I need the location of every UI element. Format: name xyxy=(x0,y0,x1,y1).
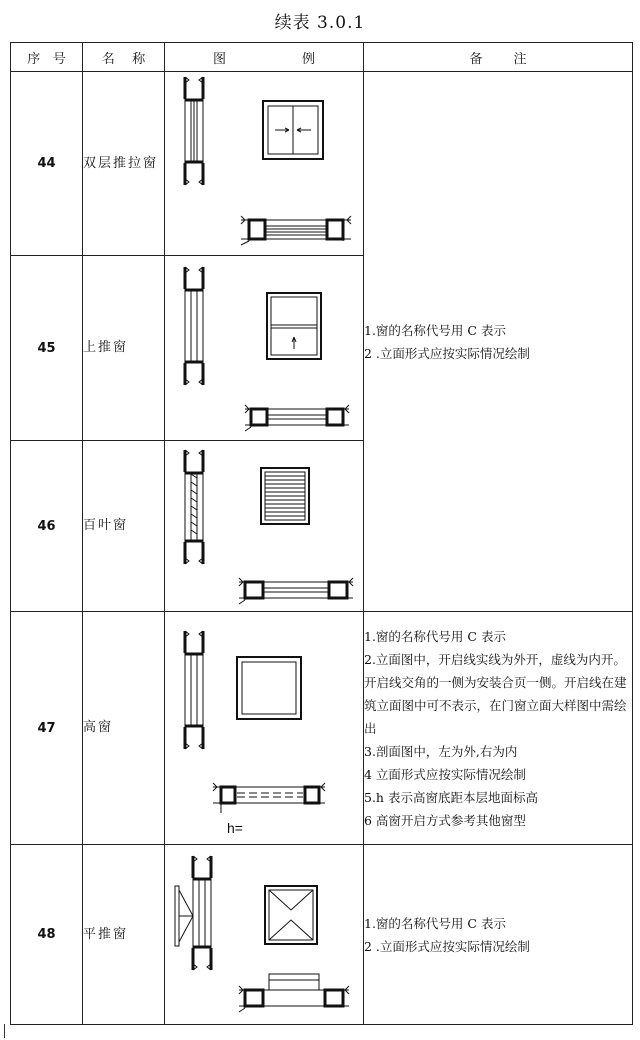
row-name: 上推窗 xyxy=(83,256,165,441)
legend-table xyxy=(10,42,633,1025)
window-figure-48 xyxy=(165,845,364,1025)
row-number: 48 xyxy=(11,845,83,1025)
row-name: 百叶窗 xyxy=(83,441,165,612)
remark-line: 1.窗的名称代号用 C 表示 xyxy=(364,628,506,644)
page-edge-mark xyxy=(4,1024,5,1038)
window-figure-47 xyxy=(165,612,364,845)
remarks-group-2 xyxy=(364,612,633,845)
remark-line: 5.h 表示高窗底距本层地面标高 xyxy=(364,789,538,805)
row-number: 45 xyxy=(11,256,83,441)
remarks-group-3 xyxy=(364,845,633,1025)
remark-line: 1.窗的名称代号用 C 表示 xyxy=(364,322,506,338)
window-figure-45 xyxy=(165,256,364,441)
remark-line: 4 立面形式应按实际情况绘制 xyxy=(364,766,526,782)
table-title: 续表 3.0.1 xyxy=(274,13,366,33)
window-figure-44 xyxy=(165,72,364,256)
remark-line: 2 .立面形式应按实际情况绘制 xyxy=(364,938,530,954)
remark-line: 2 .立面形式应按实际情况绘制 xyxy=(364,345,530,361)
remark-line: 3.剖面图中，左为外,右为内 xyxy=(364,743,518,759)
row-name: 平推窗 xyxy=(83,845,165,1025)
row-number: 47 xyxy=(11,612,83,845)
header-remarks: 备 注 xyxy=(364,43,633,72)
table-header-row xyxy=(11,43,633,72)
row-name: 高窗 xyxy=(83,612,165,845)
header-name: 名 称 xyxy=(83,43,165,72)
height-label: h= xyxy=(227,819,243,836)
table-row xyxy=(11,612,633,845)
remark-line: 2.立面图中，开启线实线为外开，虚线为内开。开启线交角的一侧为安装合页一侧。开启线在建筑立面图中可不表示，在门窗立面大样图中需绘出 xyxy=(364,651,627,736)
remark-line: 1.窗的名称代号用 C 表示 xyxy=(364,915,506,931)
table-row xyxy=(11,72,633,256)
row-number: 44 xyxy=(11,72,83,256)
remark-line: 6 高窗开启方式参考其他窗型 xyxy=(364,812,526,828)
remarks-group-1 xyxy=(364,72,633,612)
header-legend: 图 例 xyxy=(165,43,364,72)
table-row xyxy=(11,845,633,1025)
row-name: 双层推拉窗 xyxy=(83,72,165,256)
row-number: 46 xyxy=(11,441,83,612)
header-number: 序 号 xyxy=(11,43,83,72)
window-figure-46 xyxy=(165,441,364,612)
